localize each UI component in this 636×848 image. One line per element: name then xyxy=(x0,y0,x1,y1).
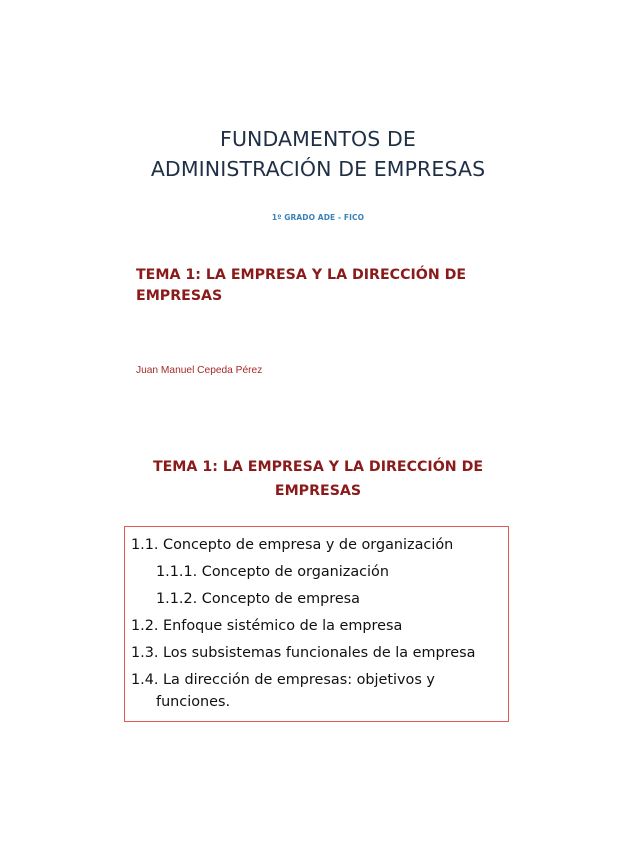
toc-item: 1.2. Enfoque sistémico de la empresa xyxy=(131,618,403,634)
author-name: Juan Manuel Cepeda Pérez xyxy=(136,365,263,376)
toc-item: 1.4. La dirección de empresas: objetivos y xyxy=(131,672,435,688)
toc-item: 1.1.2. Concepto de empresa xyxy=(156,591,360,607)
outline-heading xyxy=(0,455,636,503)
document-title-line-1: FUNDAMENTOS DE xyxy=(220,127,416,151)
toc-item: 1.3. Los subsistemas funcionales de la empresa xyxy=(131,645,476,661)
course-label: 1º GRADO ADE - FICO xyxy=(271,213,365,222)
topic-heading-line-1: TEMA 1: LA EMPRESA Y LA DIRECCIÓN DE xyxy=(136,267,467,283)
table-of-contents-box xyxy=(124,526,509,722)
toc-item: funciones. xyxy=(156,694,231,710)
outline-heading-line-1: TEMA 1: LA EMPRESA Y LA DIRECCIÓN DE xyxy=(152,459,484,475)
topic-heading-line-2: EMPRESAS xyxy=(136,288,223,304)
toc-item: 1.1.1. Concepto de organización xyxy=(156,564,389,580)
document-title-line-2: ADMINISTRACIÓN DE EMPRESAS xyxy=(150,157,486,181)
toc-item: 1.1. Concepto de empresa y de organización xyxy=(131,537,454,553)
document-title xyxy=(0,124,636,184)
topic-heading xyxy=(136,265,496,307)
outline-heading-line-2: EMPRESAS xyxy=(274,483,362,499)
